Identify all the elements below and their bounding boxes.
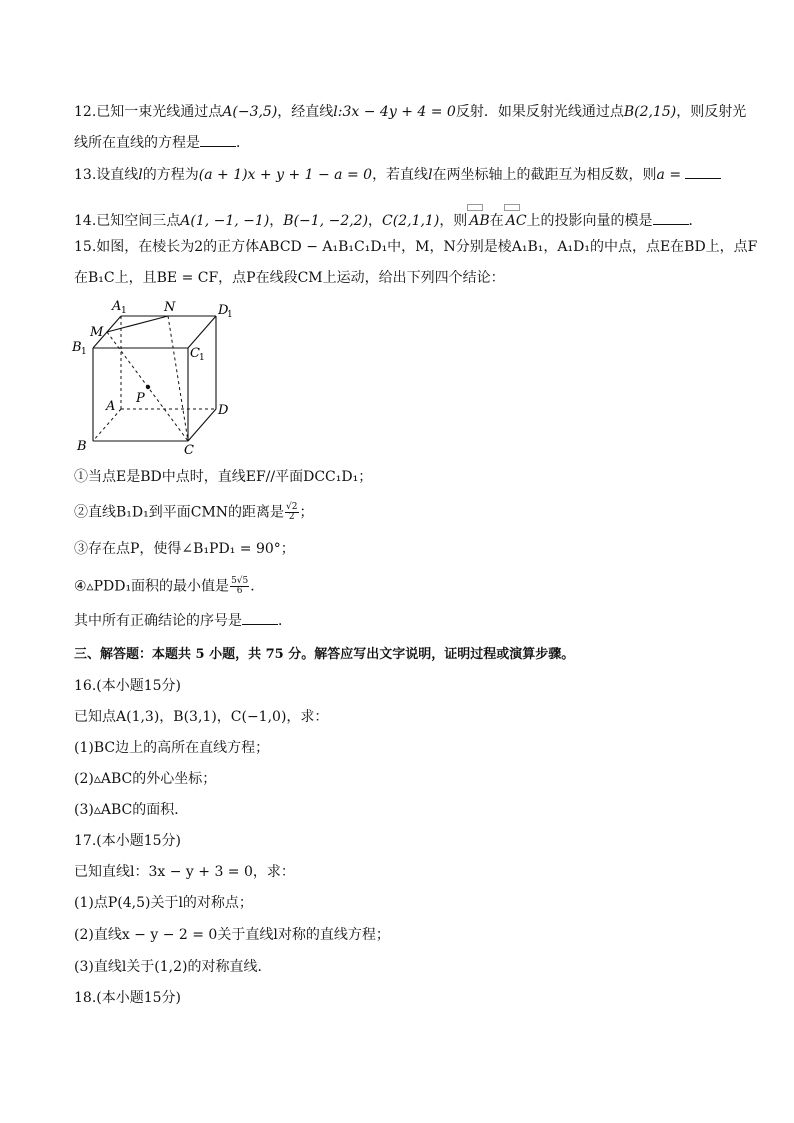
label-n: N bbox=[164, 300, 176, 315]
conclusion-3: ③存在点P，使得∠B₁PD₁ = 90°； bbox=[74, 541, 295, 557]
question-15-line-2: 在B₁C上，且BE = CF，点P在线段CM上运动，给出下列四个结论： bbox=[74, 270, 505, 286]
label-d1-sub: 1 bbox=[227, 310, 233, 320]
question-16-part-1: (1)BC边上的高所在直线方程； bbox=[74, 740, 270, 756]
label-b: B bbox=[77, 439, 87, 454]
answer-blank bbox=[653, 224, 689, 225]
question-17-part-2: (2)直线x − y − 2 = 0关于直线l对称的直线方程； bbox=[74, 927, 390, 943]
conclusion-4: ④▵PDD₁面积的最小值是 $\frac{5√5}{6}$ ． bbox=[74, 576, 265, 596]
answer-blank bbox=[200, 146, 236, 147]
question-16-part-3: (3)▵ABC的面积． bbox=[74, 802, 189, 818]
edge-d1-c1 bbox=[188, 316, 216, 348]
label-p: P bbox=[136, 391, 145, 406]
segment-m-n bbox=[107, 316, 168, 332]
question-15-ask: 其中所有正确结论的序号是 ． bbox=[74, 613, 292, 629]
label-b1: B bbox=[72, 340, 82, 355]
question-14: 14.已知空间三点A(1, −1, −1)，B(−1, −2,2)，C(2,1,1)，则 AB在 AC上的投影向量的模是 ． bbox=[74, 204, 734, 230]
label-a1-sub: 1 bbox=[121, 306, 127, 316]
question-17-title: 17.(本小题15分) bbox=[74, 833, 182, 849]
label-m: M bbox=[90, 325, 104, 340]
label-a1: A bbox=[112, 299, 122, 314]
section-3-heading: 三、解答题：本题共 5 小题，共 75 分。解答应写出文字说明，证明过程或演算步骤。 bbox=[74, 647, 575, 662]
cube-figure bbox=[66, 294, 256, 459]
question-13: 13.设直线l的方程为(a + 1)x + y + 1 − a = 0，若直线l在两坐标轴上的截距互为相反数，则a = bbox=[74, 166, 734, 184]
conclusion-1: ①当点E是BD中点时，直线EF//平面DCC₁D₁； bbox=[74, 469, 373, 485]
point-p bbox=[146, 385, 150, 389]
answer-blank bbox=[685, 178, 721, 179]
question-17-part-3: (3)直线l关于(1,2)的对称直线． bbox=[74, 959, 272, 975]
question-17-part-1: (1)点P(4,5)关于l的对称点； bbox=[74, 895, 253, 911]
label-a: A bbox=[106, 399, 116, 414]
question-12-line-1: 12.已知一束光线通过点A(−3,5)，经直线l:3x − 4y + 4 = 0反射．如果反射光线通过点B(2,15)，则反射光 bbox=[74, 104, 747, 120]
question-16-stem: 已知点A(1,3)，B(3,1)，C(−1,0)，求： bbox=[74, 709, 329, 725]
question-15-line-1: 15.如图，在棱长为2的正方体ABCD − A₁B₁C₁D₁中，M，N分别是棱A₁B₁，A₁D₁的中点，点E在BD上，点F bbox=[74, 239, 758, 255]
conclusion-2: ②直线B₁D₁到平面CMN的距离是 $\frac{√2}{2}$ ； bbox=[74, 502, 314, 522]
label-c1: C bbox=[190, 346, 200, 361]
label-c1-sub: 1 bbox=[199, 353, 205, 363]
fraction: $\frac{5√5}{6}$ bbox=[231, 576, 249, 596]
question-16-part-2: (2)▵ABC的外心坐标； bbox=[74, 771, 217, 787]
label-b1-sub: 1 bbox=[81, 347, 87, 357]
label-d: D bbox=[218, 403, 229, 418]
vector-arrow-icon bbox=[504, 204, 520, 211]
question-16-title: 16.(本小题15分) bbox=[74, 678, 182, 694]
fraction: $\frac{√2}{2}$ bbox=[286, 502, 298, 522]
question-17-stem: 已知直线l：3x − y + 3 = 0，求： bbox=[74, 864, 295, 880]
label-d1: D bbox=[218, 303, 229, 318]
segment-n-c bbox=[168, 316, 188, 441]
answer-blank bbox=[242, 624, 278, 625]
edge-d-c bbox=[188, 409, 216, 441]
vector-arrow-icon bbox=[467, 204, 483, 211]
label-c: C bbox=[184, 443, 194, 458]
question-12-line-2: 线所在直线的方程是 ． bbox=[74, 135, 250, 151]
question-18-title: 18.(本小题15分) bbox=[74, 990, 182, 1006]
